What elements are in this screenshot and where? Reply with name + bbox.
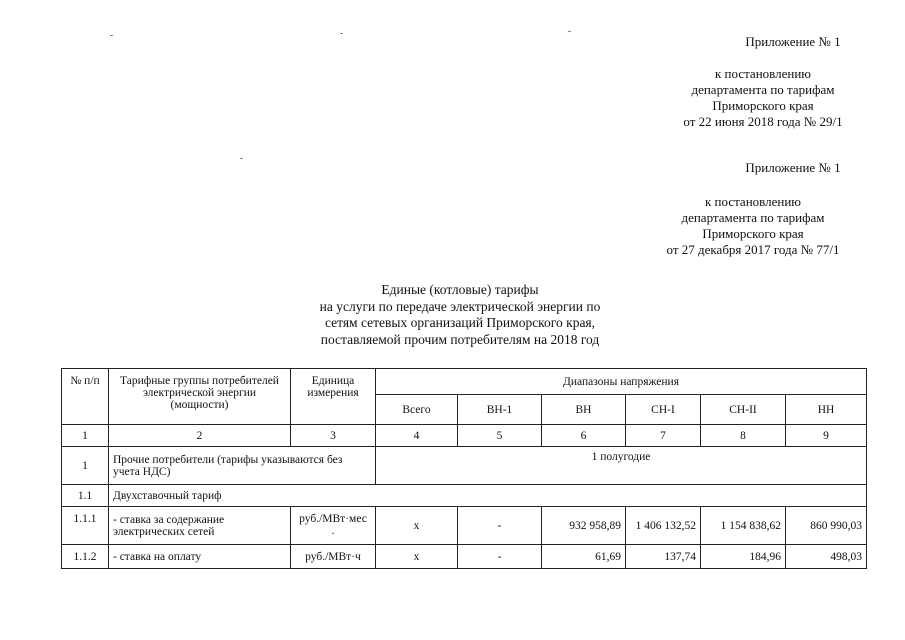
decree-line: к постановлению: [704, 194, 802, 209]
header-total: Всего: [376, 395, 458, 425]
table-row: [62, 545, 867, 569]
value-cell: 184,96: [701, 545, 786, 569]
header-group: Тарифные группы потребителей электрической энергии (мощности): [109, 369, 291, 425]
scan-speck: [240, 158, 243, 159]
row-num: 1.1.1: [62, 507, 109, 545]
header-voltage: Диапазоны напряжения: [376, 369, 867, 395]
table-row: [62, 507, 867, 545]
row-unit: [291, 507, 376, 545]
row-name: - ставка на оплату: [109, 545, 291, 569]
title-line: поставляемой прочим потребителям на 2018 год: [320, 331, 600, 347]
index-cell: 5: [458, 425, 542, 447]
unit-text: руб./МВт·мес: [299, 513, 367, 525]
index-cell: 8: [701, 425, 786, 447]
scan-speck: [110, 35, 113, 36]
value-cell: -: [458, 545, 542, 569]
unit-suffix: .: [331, 525, 335, 537]
appendix-1-header: [723, 34, 863, 50]
index-cell: 2: [109, 425, 291, 447]
header-unit: Единица измерения: [291, 369, 376, 425]
header-nn: НН: [786, 395, 867, 425]
scan-speck: [340, 33, 343, 34]
tariff-table: [61, 368, 867, 569]
value-cell: х: [376, 545, 458, 569]
period-label: 1 полугодие: [376, 447, 867, 485]
table-row: [62, 485, 867, 507]
title-line: на услуги по передаче электрической энергии по: [319, 298, 601, 314]
row-num: 1.1.2: [62, 545, 109, 569]
row-name: - ставка за содержание электрических сетей: [109, 507, 291, 545]
scan-speck: [568, 31, 571, 32]
title-line: Единые (котловые) тарифы: [381, 282, 539, 297]
document-title: [290, 282, 630, 348]
value-cell: 932 958,89: [542, 507, 626, 545]
header-num: № п/п: [62, 369, 109, 425]
header-vn: ВН: [542, 395, 626, 425]
decree-line: Приморского края: [702, 226, 804, 241]
decree-line: департамента по тарифам: [681, 210, 825, 225]
decree-line: Приморского края: [712, 98, 814, 113]
value-cell: 860 990,03: [786, 507, 867, 545]
value-cell: 1 154 838,62: [701, 507, 786, 545]
index-cell: 6: [542, 425, 626, 447]
value-cell: -: [458, 507, 542, 545]
decree-line: к постановлению: [714, 66, 812, 81]
appendix-1-decree: [663, 66, 863, 130]
value-cell: 137,74: [626, 545, 701, 569]
row-name: Двухставочный тариф: [109, 485, 867, 507]
row-num: 1: [62, 447, 109, 485]
header-vn1: ВН-1: [458, 395, 542, 425]
header-sn1: СН-I: [626, 395, 701, 425]
table-row: [62, 447, 867, 485]
decree-line: департамента по тарифам: [691, 82, 835, 97]
appendix-2-decree: [643, 194, 863, 258]
value-cell: 1 406 132,52: [626, 507, 701, 545]
index-row: [62, 425, 867, 447]
index-cell: 3: [291, 425, 376, 447]
value-cell: 61,69: [542, 545, 626, 569]
row-num: 1.1: [62, 485, 109, 507]
title-line: сетям сетевых организаций Приморского края,: [324, 315, 596, 330]
index-cell: 7: [626, 425, 701, 447]
index-cell: 1: [62, 425, 109, 447]
appendix-title: Приложение № 1: [745, 34, 841, 49]
appendix-2-header: [723, 160, 863, 176]
decree-line: от 27 декабря 2017 года № 77/1: [666, 242, 840, 257]
value-cell: х: [376, 507, 458, 545]
header-sn2: СН-II: [701, 395, 786, 425]
appendix-title: Приложение № 1: [745, 160, 841, 175]
index-cell: 4: [376, 425, 458, 447]
row-name: Прочие потребители (тарифы указываются без учета НДС): [109, 447, 376, 485]
index-cell: 9: [786, 425, 867, 447]
header-row: [62, 369, 867, 395]
decree-line: от 22 июня 2018 года № 29/1: [683, 114, 843, 129]
value-cell: 498,03: [786, 545, 867, 569]
row-unit: руб./МВт·ч: [291, 545, 376, 569]
